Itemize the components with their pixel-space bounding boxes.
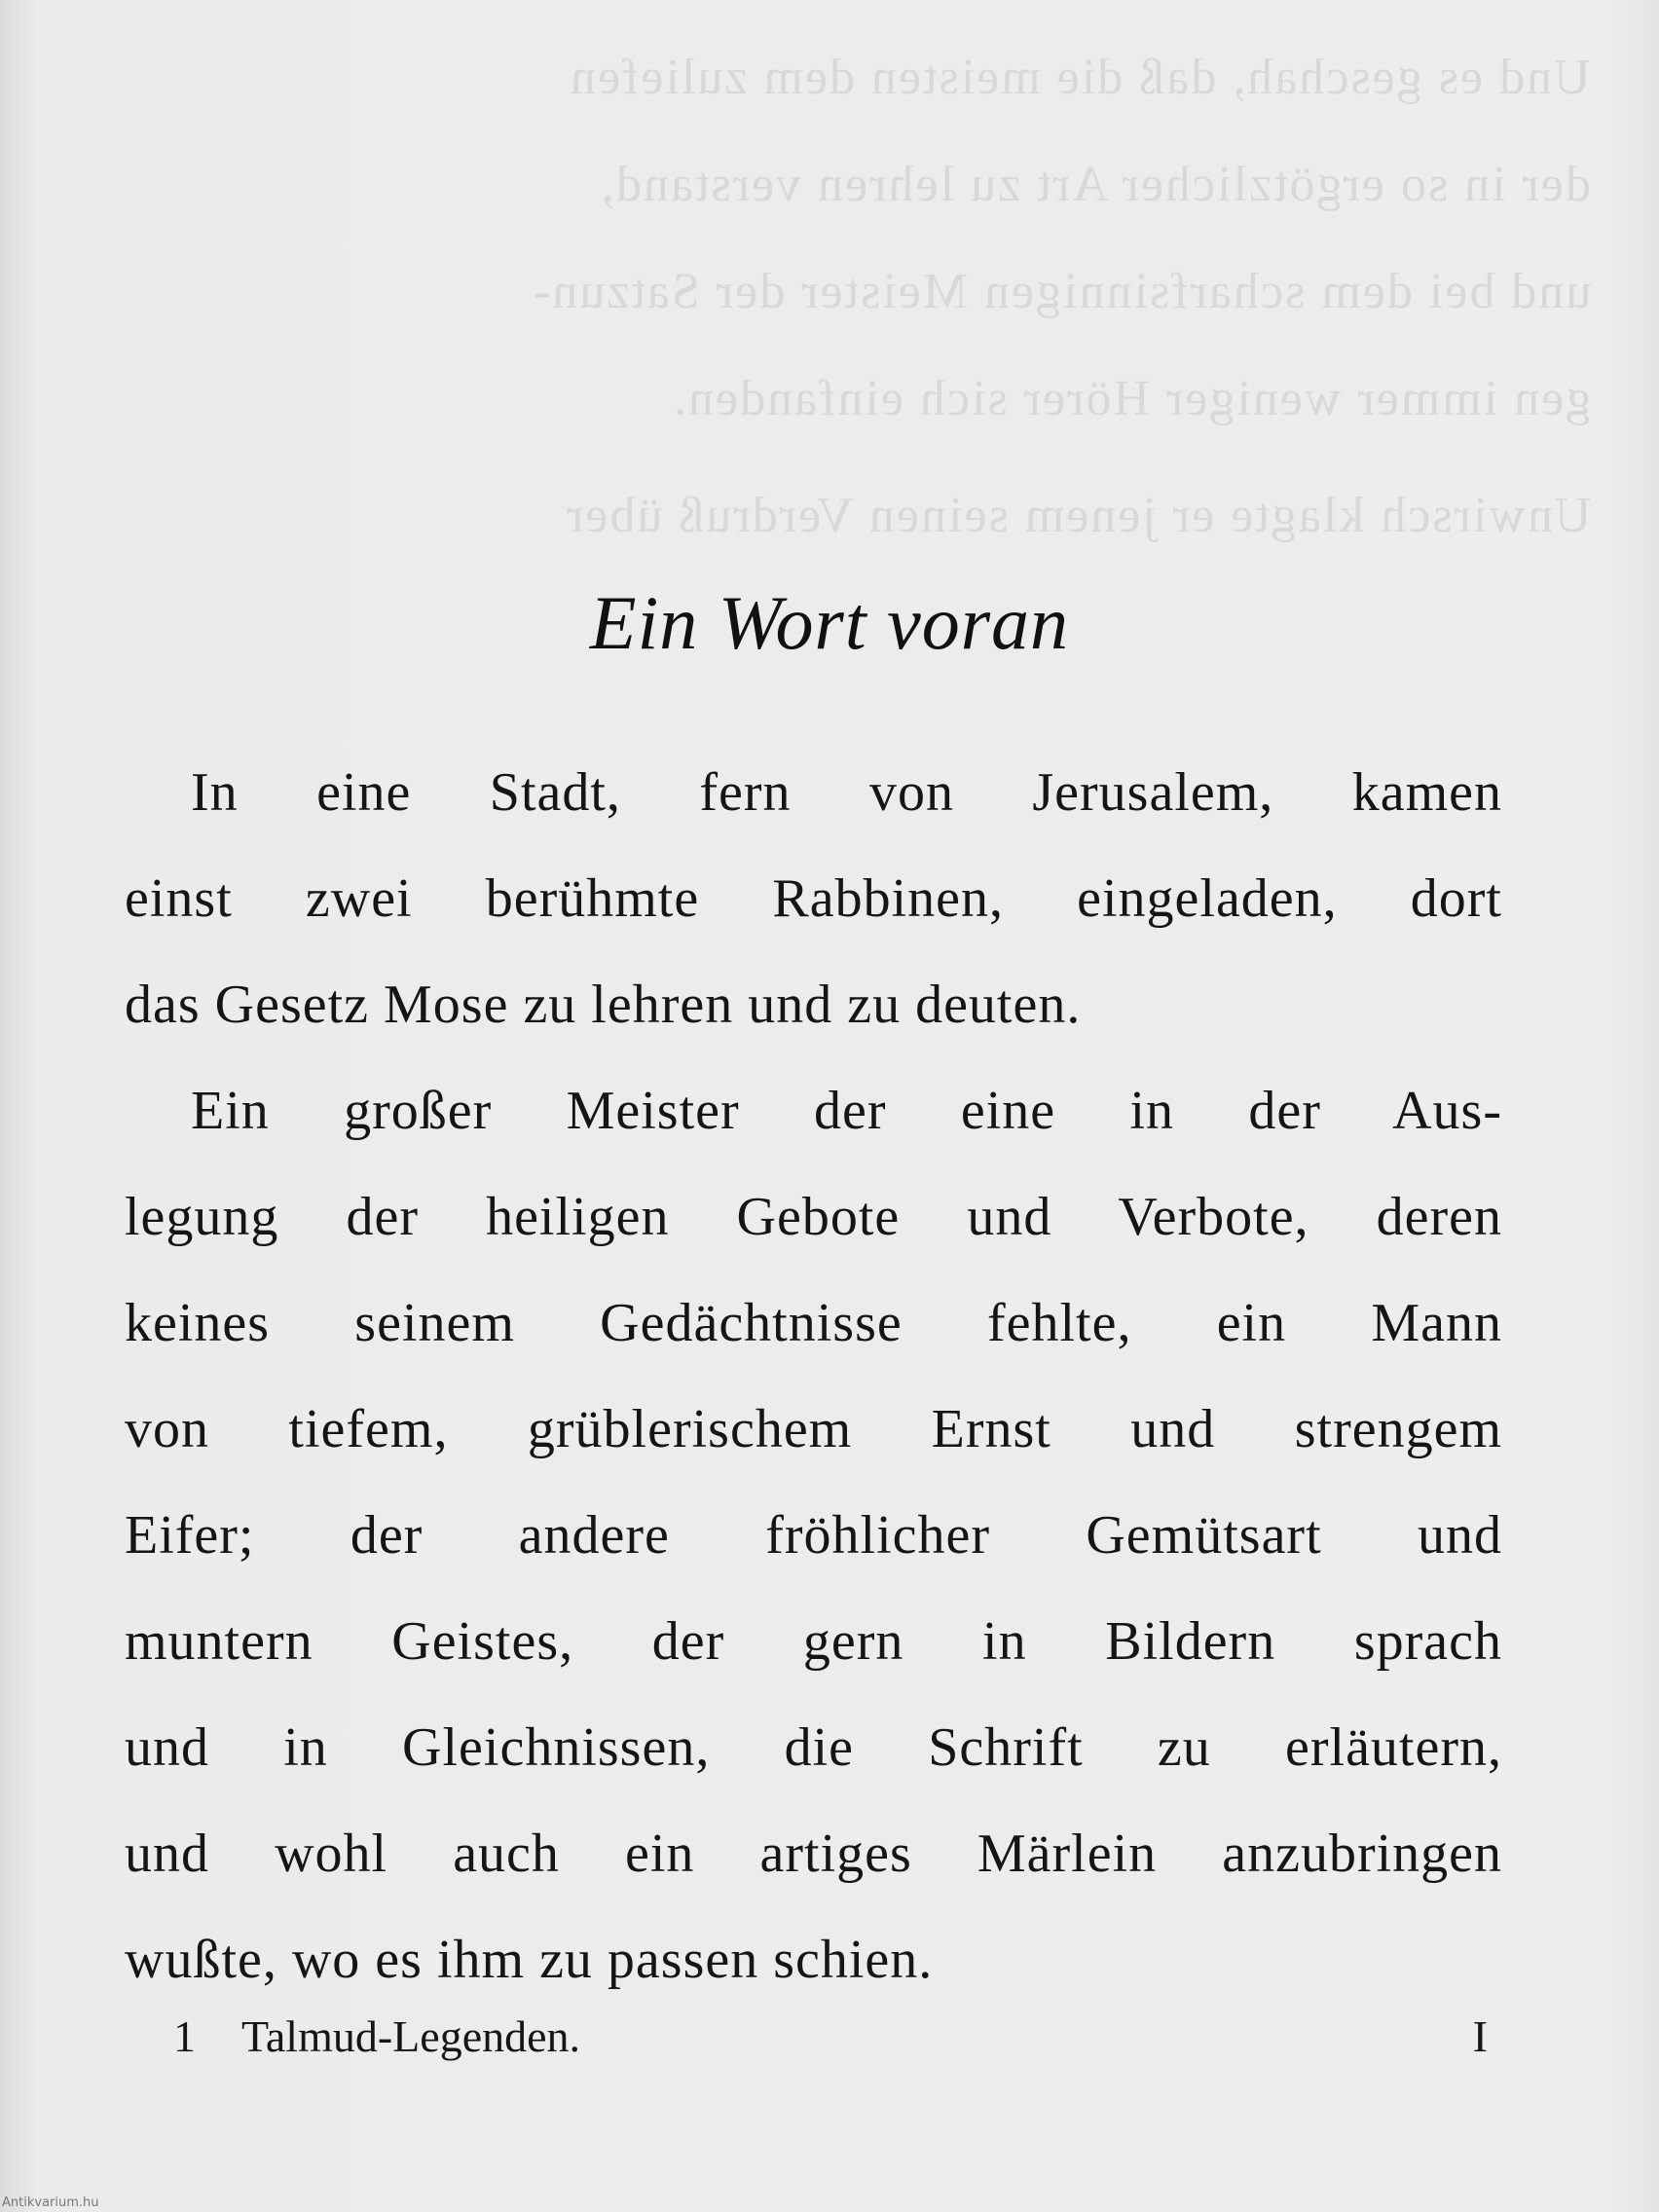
text-line: muntern Geistes, der gern in Bildern sprach bbox=[125, 1611, 1502, 1672]
text-line: von tiefem, grüblerischem Ernst und strengem bbox=[125, 1399, 1502, 1459]
text-line: keines seinem Gedächtnisse fehlte, ein Mann bbox=[125, 1293, 1502, 1353]
text-line: Eifer; der andere fröhlicher Gemütsart und bbox=[125, 1505, 1502, 1566]
watermark: Antikvarium.hu bbox=[2, 2195, 99, 2210]
bleed-through-text: Und es geschah, daß die meisten dem zuliefen bbox=[569, 50, 1591, 105]
bleed-through-text: Unwirsch klagte er jenem seinen Verdruß über bbox=[564, 488, 1591, 543]
body-text bbox=[125, 740, 1502, 2013]
text-line: In eine Stadt, fern von Jerusalem, kamen bbox=[191, 762, 1502, 823]
signature-title: Talmud-Legenden. bbox=[241, 2011, 581, 2061]
text-line: legung der heiligen Gebote und Verbote, deren bbox=[125, 1187, 1502, 1247]
text-line: das Gesetz Mose zu lehren und zu deuten. bbox=[125, 975, 1082, 1035]
signature-number: 1 bbox=[173, 2011, 196, 2061]
bleed-through-text: und bei dem scharfsinnigen Meister der Satzun- bbox=[531, 264, 1591, 319]
text-line: Ein großer Meister der eine in der Aus- bbox=[191, 1081, 1502, 1141]
chapter-title: Ein Wort voran bbox=[589, 580, 1070, 665]
paragraph-1 bbox=[125, 740, 1502, 1058]
text-line: und in Gleichnissen, die Schrift zu erläutern, bbox=[125, 1717, 1502, 1778]
paragraph-2 bbox=[125, 1058, 1502, 2013]
text-line: und wohl auch ein artiges Märlein anzubringen bbox=[125, 1824, 1502, 1884]
text-line: wußte, wo es ihm zu passen schien. bbox=[125, 1930, 934, 1990]
signature-line bbox=[173, 2010, 1488, 2062]
signature-mark: I bbox=[1472, 2011, 1488, 2061]
bleed-through-text: gen immer weniger Hörer sich einfanden. bbox=[671, 371, 1591, 426]
text-line: einst zwei berühmte Rabbinen, eingeladen, dort bbox=[125, 868, 1502, 929]
bleed-through-text: der in so ergötzlicher Art zu lehren verstand, bbox=[599, 157, 1591, 212]
